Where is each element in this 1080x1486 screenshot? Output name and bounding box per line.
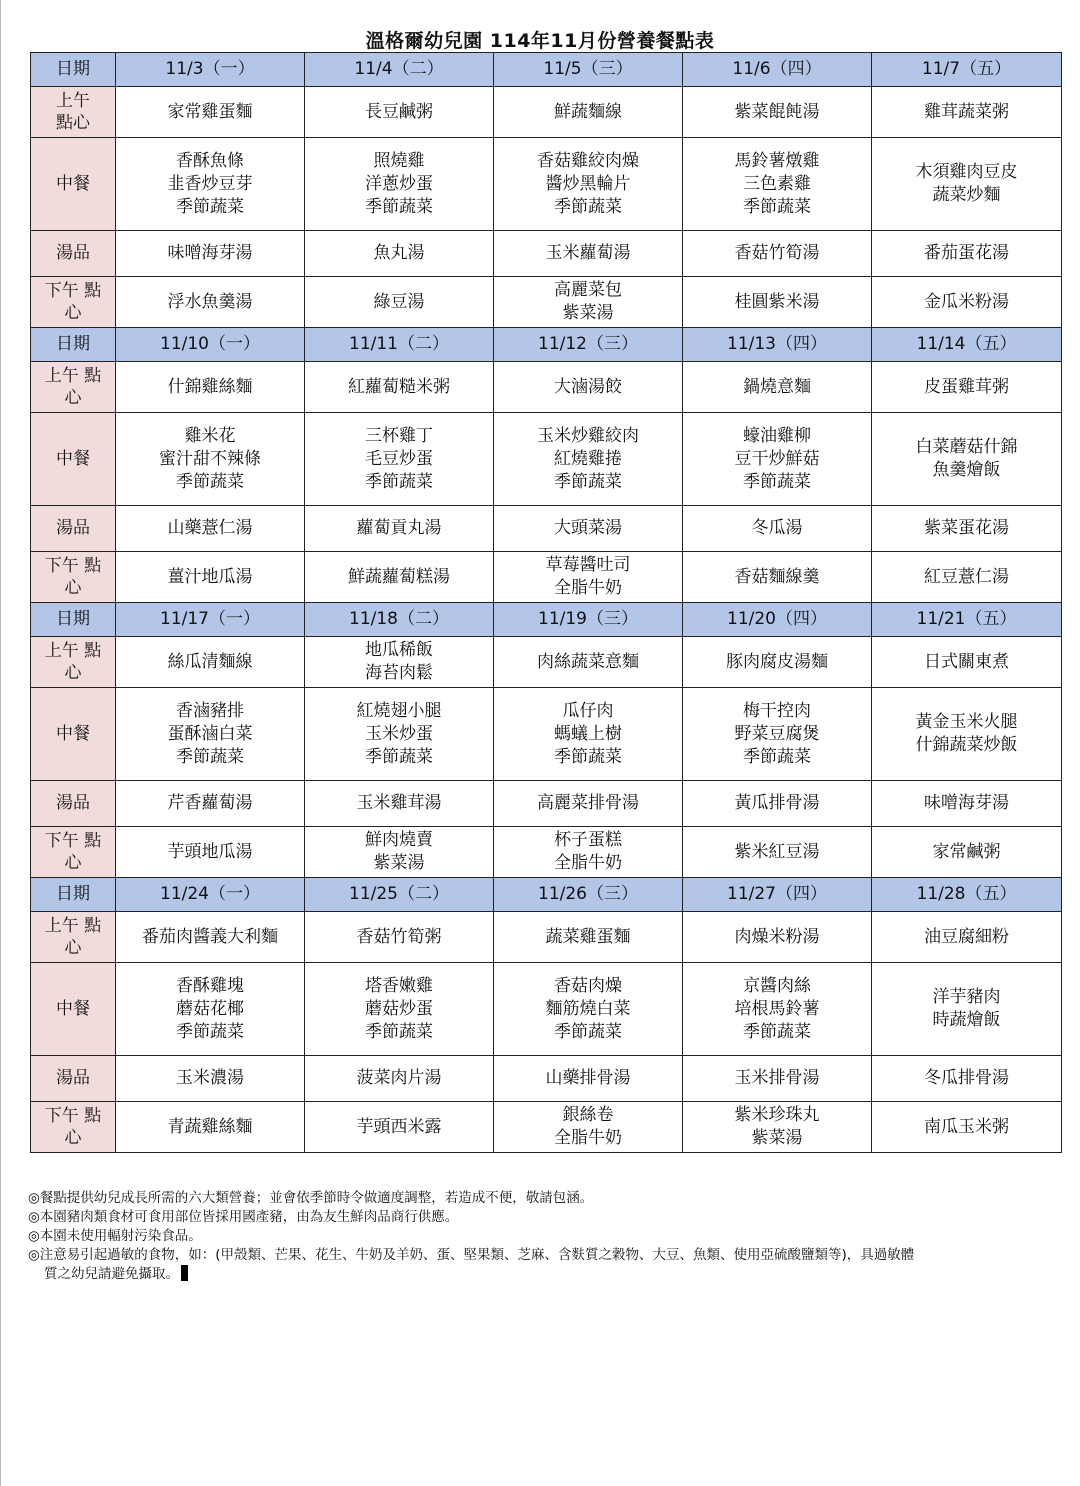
- am-snack-cell: [683, 87, 872, 138]
- menu-item: 長豆鹹粥: [365, 101, 433, 122]
- menu-item: 季節蔬菜: [554, 471, 622, 492]
- am-snack-label-text: 上午 點心: [44, 915, 102, 958]
- soup-cell: [494, 231, 683, 277]
- menu-item: 家常雞蛋麵: [167, 101, 253, 122]
- week-4-pm-snack-row: [31, 1102, 1062, 1153]
- menu-item: 玉米蘿蔔湯: [545, 243, 631, 263]
- am-snack-cell: [683, 637, 872, 688]
- pm-snack-cell: [872, 277, 1062, 328]
- lunch-cell: [305, 963, 494, 1056]
- page-title: 溫格爾幼兒園 114年11月份營養餐點表: [365, 30, 715, 52]
- menu-item: 紫米紅豆湯: [734, 841, 820, 862]
- week-1-am-snack-row: [31, 87, 1062, 138]
- menu-item: 瓜仔肉: [562, 700, 614, 721]
- menu-item: 冬瓜湯: [751, 518, 803, 538]
- soup-label-text: 湯品: [56, 243, 90, 263]
- week-1-lunch-row: [31, 138, 1062, 231]
- menu-item: 高麗菜排骨湯: [537, 793, 639, 813]
- menu-item: 紅燒雞捲: [554, 448, 622, 469]
- lunch-cell: [494, 413, 683, 506]
- menu-item: 蘑菇炒蛋: [365, 998, 433, 1019]
- week-3-pm-snack-row: [31, 827, 1062, 878]
- week-3-date-row: [31, 603, 1062, 637]
- menu-item: 肉燥米粉湯: [734, 926, 820, 947]
- menu-item: 海苔肉鬆: [365, 663, 433, 683]
- pm-snack-cell: [116, 1102, 305, 1153]
- pm-snack-cell: [305, 277, 494, 328]
- am-snack-cell: [305, 362, 494, 413]
- menu-item: 玉米雞茸湯: [356, 793, 442, 813]
- menu-item: 草莓醬吐司: [545, 555, 631, 575]
- menu-item: 紫菜蛋花湯: [924, 518, 1009, 538]
- menu-item: 香菇竹筍粥: [356, 926, 442, 947]
- menu-table: [30, 52, 1062, 1153]
- soup-cell: [305, 506, 494, 552]
- am-snack-cell: [116, 87, 305, 138]
- menu-item: 蠔油雞柳: [743, 425, 811, 446]
- menu-body: [31, 53, 1062, 1153]
- menu-item: 蜜汁甜不辣條: [159, 448, 261, 469]
- menu-item: 白菜蘑菇什錦: [915, 437, 1018, 457]
- week-4-am-snack-row: [31, 912, 1062, 963]
- menu-item: 玉米排骨湯: [734, 1068, 820, 1088]
- note-4-continued-text: 質之幼兒請避免攝取。: [44, 1266, 179, 1282]
- menu-item: 蛋酥滷白菜: [167, 723, 253, 744]
- menu-item: 鮮蔬麵線: [554, 101, 622, 122]
- menu-item: 薑汁地瓜湯: [167, 566, 253, 587]
- menu-item: 醬炒黑輪片: [545, 173, 631, 194]
- soup-label: [31, 231, 116, 277]
- soup-label: [31, 1056, 116, 1102]
- menu-item: 什錦雞絲麵: [167, 376, 253, 397]
- lunch-label-text: 中餐: [56, 173, 90, 194]
- week-1-pm-snack-row: [31, 277, 1062, 328]
- page-edge-line: [0, 0, 1, 1486]
- menu-item: 野菜豆腐煲: [734, 723, 820, 744]
- menu-item: 黃瓜排骨湯: [734, 793, 820, 813]
- date-header: 11/3（一）: [116, 53, 305, 87]
- pm-snack-cell: [116, 552, 305, 603]
- menu-item: 塔香嫩雞: [365, 975, 433, 996]
- notes: [28, 1189, 1063, 1284]
- am-snack-label: [31, 637, 116, 688]
- week-2-pm-snack-row: [31, 552, 1062, 603]
- menu-item: 香菇麵線羹: [734, 566, 820, 587]
- soup-cell: [305, 1056, 494, 1102]
- menu-item: 絲瓜清麵線: [167, 651, 253, 672]
- week-3-soup-row: [31, 781, 1062, 827]
- soup-cell: [494, 781, 683, 827]
- menu-item: 香菇竹筍湯: [734, 243, 820, 263]
- soup-cell: [683, 231, 872, 277]
- lunch-label: [31, 688, 116, 781]
- note-4-continued: [28, 1265, 1063, 1284]
- lunch-label-text: 中餐: [56, 998, 90, 1019]
- menu-item: 季節蔬菜: [554, 746, 622, 767]
- date-label-text: 日期: [56, 59, 90, 79]
- date-header: 11/12（三）: [494, 328, 683, 362]
- pm-snack-label-text: 下午 點心: [44, 555, 102, 598]
- pm-snack-cell: [683, 552, 872, 603]
- lunch-label-text: 中餐: [56, 723, 90, 744]
- lunch-cell: [872, 138, 1062, 231]
- date-label-text: 日期: [56, 884, 90, 904]
- menu-item: 蘑菇花椰: [176, 998, 244, 1019]
- menu-item: 味噌海芽湯: [924, 793, 1009, 813]
- date-header: 11/7（五）: [872, 53, 1062, 87]
- lunch-cell: [494, 138, 683, 231]
- menu-item: 番茄蛋花湯: [924, 243, 1009, 263]
- soup-label: [31, 781, 116, 827]
- text-cursor: [181, 1265, 188, 1281]
- pm-snack-label: [31, 1102, 116, 1153]
- soup-cell: [116, 1056, 305, 1102]
- soup-cell: [683, 1056, 872, 1102]
- menu-item: 大頭菜湯: [554, 518, 622, 538]
- pm-snack-label: [31, 277, 116, 328]
- lunch-cell: [305, 413, 494, 506]
- menu-item: 季節蔬菜: [365, 471, 433, 492]
- menu-item: 芹香蘿蔔湯: [167, 793, 253, 813]
- menu-item: 浮水魚羹湯: [167, 291, 253, 312]
- soup-cell: [494, 506, 683, 552]
- date-header: 11/27（四）: [683, 878, 872, 912]
- menu-item: 時蔬燴飯: [932, 1010, 1001, 1030]
- lunch-cell: [683, 138, 872, 231]
- soup-cell: [683, 506, 872, 552]
- pm-snack-cell: [494, 1102, 683, 1153]
- date-header: 11/20（四）: [683, 603, 872, 637]
- menu-item: 冬瓜排骨湯: [924, 1068, 1009, 1088]
- week-2-soup-row: [31, 506, 1062, 552]
- soup-cell: [872, 1056, 1062, 1102]
- date-label: [31, 603, 116, 637]
- date-header: 11/6（四）: [683, 53, 872, 87]
- menu-item: 杯子蛋糕: [554, 830, 622, 850]
- lunch-cell: [305, 138, 494, 231]
- soup-cell: [872, 506, 1062, 552]
- menu-item: 雞茸蔬菜粥: [924, 101, 1009, 122]
- menu-item: 南瓜玉米粥: [924, 1116, 1009, 1137]
- menu-item: 紫菜餛飩湯: [734, 101, 820, 122]
- week-2-date-row: [31, 328, 1062, 362]
- menu-item: 雞米花: [184, 425, 236, 446]
- menu-item: 季節蔬菜: [365, 746, 433, 767]
- date-label: [31, 53, 116, 87]
- date-header: 11/10（一）: [116, 328, 305, 362]
- week-3-lunch-row: [31, 688, 1062, 781]
- menu-item: 味噌海芽湯: [167, 243, 253, 263]
- menu-item: 紫菜湯: [373, 853, 425, 873]
- am-snack-label: [31, 362, 116, 413]
- pm-snack-label-text: 下午 點心: [44, 830, 102, 873]
- pm-snack-cell: [305, 827, 494, 878]
- menu-item: 季節蔬菜: [743, 196, 811, 217]
- menu-item: 梅干控肉: [743, 700, 811, 721]
- menu-item: 地瓜稀飯: [365, 640, 433, 660]
- week-4-lunch-row: [31, 963, 1062, 1056]
- pm-snack-cell: [116, 827, 305, 878]
- pm-snack-cell: [305, 1102, 494, 1153]
- soup-label-text: 湯品: [56, 793, 90, 813]
- am-snack-cell: [872, 912, 1062, 963]
- lunch-cell: [116, 138, 305, 231]
- menu-item: 照燒雞: [373, 150, 425, 171]
- menu-item: 季節蔬菜: [743, 746, 811, 767]
- am-snack-label: [31, 912, 116, 963]
- menu-item: 香滷豬排: [176, 700, 244, 721]
- menu-item: 菠菜肉片湯: [356, 1068, 442, 1088]
- menu-item: 季節蔬菜: [365, 1021, 433, 1042]
- soup-label: [31, 506, 116, 552]
- date-header: 11/25（二）: [305, 878, 494, 912]
- menu-item: 紅蘿蔔糙米粥: [348, 376, 450, 397]
- lunch-cell: [116, 688, 305, 781]
- menu-item: 皮蛋雞茸粥: [924, 376, 1009, 397]
- note-2: ◎本園豬肉類食材可食用部位皆採用國產豬，由為友生鮮肉品商行供應。: [28, 1209, 459, 1225]
- soup-cell: [116, 506, 305, 552]
- menu-item: 紅燒翅小腿: [356, 700, 442, 721]
- menu-item: 紫菜湯: [751, 1128, 803, 1148]
- menu-item: 魚羹燴飯: [932, 460, 1001, 480]
- menu-item: 季節蔬菜: [176, 1021, 244, 1042]
- date-header: 11/17（一）: [116, 603, 305, 637]
- menu-item: 鍋燒意麵: [743, 376, 811, 397]
- date-header: 11/21（五）: [872, 603, 1062, 637]
- week-3-am-snack-row: [31, 637, 1062, 688]
- soup-label-text: 湯品: [56, 1068, 90, 1088]
- menu-item: 芋頭地瓜湯: [167, 841, 253, 862]
- date-header: 11/28（五）: [872, 878, 1062, 912]
- menu-item: 紫米珍珠丸: [734, 1105, 820, 1125]
- menu-item: 蔬菜雞蛋麵: [545, 926, 631, 947]
- menu-item: 家常鹹粥: [932, 841, 1001, 862]
- menu-item: 鮮肉燒賣: [365, 830, 433, 850]
- pm-snack-cell: [494, 277, 683, 328]
- lunch-label: [31, 413, 116, 506]
- date-label: [31, 878, 116, 912]
- menu-item: 油豆腐細粉: [924, 926, 1009, 947]
- menu-item: 香菇雞絞肉燥: [537, 150, 639, 171]
- menu-item: 山藥排骨湯: [545, 1068, 631, 1088]
- am-snack-label-text: 上午 點心: [56, 90, 90, 133]
- date-header: 11/4（二）: [305, 53, 494, 87]
- am-snack-cell: [494, 637, 683, 688]
- menu-item: 季節蔬菜: [176, 196, 244, 217]
- soup-label-text: 湯品: [56, 518, 90, 538]
- menu-item: 麵筋燒白菜: [545, 998, 631, 1019]
- menu-item: 綠豆湯: [373, 291, 425, 312]
- pm-snack-cell: [872, 1102, 1062, 1153]
- am-snack-cell: [116, 912, 305, 963]
- pm-snack-cell: [872, 827, 1062, 878]
- menu-item: 香酥魚條: [176, 150, 244, 171]
- pm-snack-label-text: 下午 點心: [44, 280, 102, 323]
- menu-item: 韭香炒豆芽: [167, 173, 253, 194]
- date-header: 11/18（二）: [305, 603, 494, 637]
- menu-item: 桂圓紫米湯: [734, 291, 820, 312]
- menu-item: 什錦蔬菜炒飯: [915, 735, 1018, 755]
- menu-item: 高麗菜包: [554, 280, 622, 300]
- menu-item: 全脂牛奶: [554, 578, 622, 598]
- menu-item: 豆干炒鮮菇: [734, 448, 820, 469]
- lunch-cell: [683, 413, 872, 506]
- note-1: ◎餐點提供幼兒成長所需的六大類營養；並會依季節時令做適度調整，若造成不便，敬請包涵。: [28, 1190, 594, 1206]
- menu-item: 紫菜湯: [562, 303, 614, 323]
- lunch-cell: [872, 413, 1062, 506]
- menu-item: 香酥雞塊: [176, 975, 244, 996]
- menu-item: 金瓜米粉湯: [924, 291, 1009, 312]
- menu-item: 季節蔬菜: [365, 196, 433, 217]
- menu-item: 魚丸湯: [373, 243, 425, 263]
- date-header: 11/11（二）: [305, 328, 494, 362]
- pm-snack-label: [31, 827, 116, 878]
- date-header: 11/24（一）: [116, 878, 305, 912]
- menu-item: 螞蟻上樹: [554, 723, 622, 744]
- am-snack-cell: [494, 912, 683, 963]
- am-snack-cell: [872, 87, 1062, 138]
- menu-item: 木須雞肉豆皮: [915, 162, 1018, 182]
- menu-item: 豚肉腐皮湯麵: [726, 651, 828, 672]
- menu-item: 黃金玉米火腿: [915, 712, 1018, 732]
- lunch-cell: [494, 688, 683, 781]
- am-snack-cell: [305, 637, 494, 688]
- lunch-cell: [872, 688, 1062, 781]
- menu-item: 洋芋豬肉: [932, 987, 1001, 1007]
- note-3: ◎本園未使用輻射污染食品。: [28, 1228, 202, 1244]
- menu-item: 三色素雞: [743, 173, 811, 194]
- menu-item: 大滷湯餃: [554, 376, 622, 397]
- menu-item: 玉米濃湯: [176, 1068, 244, 1088]
- am-snack-label: [31, 87, 116, 138]
- am-snack-cell: [116, 637, 305, 688]
- pm-snack-cell: [494, 552, 683, 603]
- menu-item: 京醬肉絲: [743, 975, 811, 996]
- date-header: 11/14（五）: [872, 328, 1062, 362]
- menu-item: 三杯雞丁: [365, 425, 433, 446]
- lunch-label-text: 中餐: [56, 448, 90, 469]
- pm-snack-cell: [872, 552, 1062, 603]
- menu-item: 玉米炒蛋: [365, 723, 433, 744]
- date-label-text: 日期: [56, 609, 90, 629]
- am-snack-label-text: 上午 點心: [44, 365, 102, 408]
- am-snack-cell: [872, 637, 1062, 688]
- date-header: 11/26（三）: [494, 878, 683, 912]
- lunch-cell: [683, 963, 872, 1056]
- menu-item: 全脂牛奶: [554, 853, 622, 873]
- menu-item: 全脂牛奶: [554, 1128, 622, 1148]
- lunch-cell: [116, 963, 305, 1056]
- lunch-cell: [683, 688, 872, 781]
- pm-snack-cell: [305, 552, 494, 603]
- soup-cell: [683, 781, 872, 827]
- menu-item: 日式關東煮: [924, 651, 1009, 672]
- lunch-cell: [494, 963, 683, 1056]
- date-header: 11/19（三）: [494, 603, 683, 637]
- soup-cell: [872, 231, 1062, 277]
- menu-item: 季節蔬菜: [554, 196, 622, 217]
- am-snack-cell: [494, 87, 683, 138]
- week-2-am-snack-row: [31, 362, 1062, 413]
- menu-item: 紅豆薏仁湯: [924, 566, 1009, 587]
- week-2-lunch-row: [31, 413, 1062, 506]
- am-snack-cell: [683, 912, 872, 963]
- date-header: 11/5（三）: [494, 53, 683, 87]
- menu-item: 季節蔬菜: [743, 471, 811, 492]
- soup-cell: [116, 231, 305, 277]
- soup-cell: [872, 781, 1062, 827]
- menu-item: 毛豆炒蛋: [365, 448, 433, 469]
- menu-item: 季節蔬菜: [554, 1021, 622, 1042]
- pm-snack-cell: [494, 827, 683, 878]
- menu-item: 肉絲蔬菜意麵: [537, 651, 639, 672]
- menu-item: 山藥薏仁湯: [167, 518, 253, 538]
- pm-snack-label: [31, 552, 116, 603]
- lunch-cell: [305, 688, 494, 781]
- soup-cell: [305, 231, 494, 277]
- pm-snack-cell: [116, 277, 305, 328]
- am-snack-label-text: 上午 點心: [44, 640, 102, 683]
- pm-snack-cell: [683, 1102, 872, 1153]
- lunch-cell: [116, 413, 305, 506]
- date-label-text: 日期: [56, 334, 90, 354]
- menu-item: 季節蔬菜: [176, 471, 244, 492]
- menu-item: 蘿蔔貢丸湯: [356, 518, 442, 538]
- pm-snack-label-text: 下午 點心: [44, 1105, 102, 1148]
- menu-item: 季節蔬菜: [176, 746, 244, 767]
- am-snack-cell: [494, 362, 683, 413]
- am-snack-cell: [116, 362, 305, 413]
- week-1-date-row: [31, 53, 1062, 87]
- menu-item: 番茄肉醬義大利麵: [142, 926, 278, 947]
- soup-cell: [494, 1056, 683, 1102]
- date-header: 11/13（四）: [683, 328, 872, 362]
- pm-snack-cell: [683, 827, 872, 878]
- menu-item: 青蔬雞絲麵: [167, 1116, 253, 1137]
- am-snack-cell: [872, 362, 1062, 413]
- lunch-cell: [872, 963, 1062, 1056]
- note-4: ◎注意易引起過敏的食物，如：(甲殼類、芒果、花生、牛奶及羊奶、蛋、堅果類、芝麻、含麩質之穀物、大豆、魚類、使用亞硫酸鹽類等)，具過敏體: [28, 1247, 915, 1263]
- menu-item: 洋蔥炒蛋: [365, 173, 433, 194]
- menu-item: 芋頭西米露: [356, 1116, 442, 1137]
- pm-snack-cell: [683, 277, 872, 328]
- week-4-date-row: [31, 878, 1062, 912]
- menu-item: 玉米炒雞絞肉: [537, 425, 639, 446]
- am-snack-cell: [305, 87, 494, 138]
- lunch-label: [31, 138, 116, 231]
- am-snack-cell: [683, 362, 872, 413]
- lunch-label: [31, 963, 116, 1056]
- menu-item: 培根馬鈴薯: [734, 998, 820, 1019]
- menu-item: 馬鈴薯燉雞: [734, 150, 820, 171]
- menu-item: 香菇肉燥: [554, 975, 622, 996]
- menu-item: 季節蔬菜: [743, 1021, 811, 1042]
- week-1-soup-row: [31, 231, 1062, 277]
- menu-item: 蔬菜炒麵: [932, 185, 1001, 205]
- menu-item: 銀絲卷: [562, 1105, 614, 1125]
- menu-item: 鮮蔬蘿蔔糕湯: [348, 566, 450, 587]
- date-label: [31, 328, 116, 362]
- soup-cell: [116, 781, 305, 827]
- soup-cell: [305, 781, 494, 827]
- week-4-soup-row: [31, 1056, 1062, 1102]
- am-snack-cell: [305, 912, 494, 963]
